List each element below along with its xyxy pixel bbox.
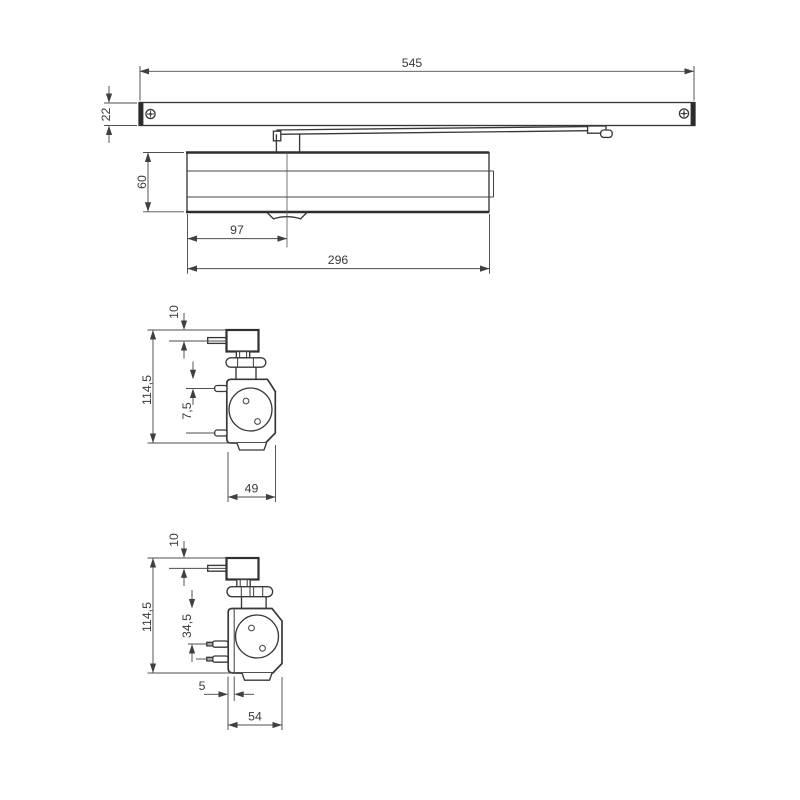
arrowhead-icon	[219, 691, 229, 697]
rail-left-cap	[139, 103, 143, 126]
arm-assembly	[273, 126, 612, 153]
dim-296-label: 296	[327, 253, 349, 267]
body-foot	[237, 443, 267, 450]
rail-end-box	[227, 330, 259, 352]
arrowhead-icon	[150, 558, 156, 568]
arrowhead-icon	[190, 370, 196, 380]
dim-114-5-label: 114,5	[140, 375, 154, 405]
dim-10-b	[167, 533, 226, 586]
arrowhead-icon	[188, 266, 198, 272]
arrowhead-icon	[190, 389, 196, 399]
spindle-nut-bar	[226, 358, 266, 367]
dim-7-5-label: 7,5	[180, 402, 194, 420]
end-cap-circle	[236, 615, 279, 658]
dim-114-5-label: 114,5	[140, 602, 154, 632]
dim-54-label: 54	[248, 709, 262, 724]
rail-right-cap	[691, 103, 695, 126]
slide-rail	[139, 103, 695, 126]
dim-54	[228, 677, 282, 730]
rail-connector	[236, 352, 249, 358]
arrowhead-icon	[145, 202, 151, 212]
arrowhead-icon	[480, 266, 490, 272]
valve-screw-body	[213, 656, 228, 662]
front-view	[99, 56, 695, 274]
arm-root-block	[273, 131, 280, 141]
arrowhead-icon	[189, 644, 195, 654]
arrowhead-icon	[106, 126, 112, 136]
rail-screw-right	[679, 109, 688, 118]
body-outline	[187, 153, 489, 213]
arrowhead-icon	[266, 494, 276, 500]
spindle-block	[236, 367, 256, 379]
arm-top-edge	[276, 126, 599, 130]
valve-screw-upper	[215, 386, 227, 392]
dim-97-label: 97	[230, 223, 244, 237]
arrowhead-icon	[273, 722, 283, 728]
arrowhead-icon	[234, 691, 244, 697]
dim-10-label: 10	[167, 533, 181, 547]
arrowhead-icon	[181, 341, 187, 351]
arrowhead-icon	[145, 153, 151, 163]
arrowhead-icon	[106, 94, 112, 104]
arrowhead-icon	[685, 68, 695, 74]
dim-10-label: 10	[167, 305, 181, 319]
arrowhead-icon	[150, 664, 156, 674]
arrowhead-icon	[188, 236, 198, 242]
arrowhead-icon	[140, 68, 150, 74]
dim-49-label: 49	[244, 481, 259, 496]
arrowhead-icon	[181, 321, 187, 331]
arrowhead-icon	[181, 568, 187, 578]
dim-10-a	[167, 305, 226, 358]
mounting-pin	[208, 338, 227, 344]
rail-screw-left	[146, 109, 155, 118]
dim-97	[188, 214, 288, 274]
spindle-block	[242, 597, 267, 609]
side-b-parts	[207, 558, 282, 680]
dim-545	[140, 56, 695, 101]
rail-end-box	[227, 558, 259, 580]
end-cap-circle	[229, 388, 272, 431]
dim-5	[199, 677, 254, 731]
dim-7-5	[180, 362, 215, 434]
dim-22-label: 22	[99, 107, 113, 122]
rail-outline	[139, 103, 695, 126]
arrowhead-icon	[228, 494, 238, 500]
dim-49	[228, 445, 276, 502]
valve-screw-lower	[215, 430, 227, 436]
arrowhead-icon	[228, 722, 238, 728]
dim-22	[99, 86, 137, 143]
rail-connector	[237, 580, 250, 587]
side-view-a	[140, 305, 276, 502]
arrowhead-icon	[278, 236, 288, 242]
slider-pivot	[601, 130, 613, 137]
arm-bottom-edge	[276, 131, 599, 135]
arrowhead-icon	[189, 599, 195, 609]
screw-center	[149, 113, 152, 116]
valve-screw-body	[213, 641, 228, 647]
arrowhead-icon	[150, 434, 156, 444]
body-foot	[242, 673, 272, 680]
side-a-parts	[208, 330, 276, 450]
arrowhead-icon	[150, 330, 156, 340]
arrowhead-icon	[181, 549, 187, 559]
screw-center	[683, 112, 686, 115]
dim-34-5	[180, 590, 212, 662]
dim-60	[135, 153, 184, 212]
dim-60-label: 60	[135, 175, 149, 189]
dim-5-label: 5	[198, 679, 206, 693]
side-view-b	[140, 533, 282, 730]
dim-34-5-label: 34,5	[180, 614, 194, 638]
dim-545-label: 545	[401, 56, 423, 70]
